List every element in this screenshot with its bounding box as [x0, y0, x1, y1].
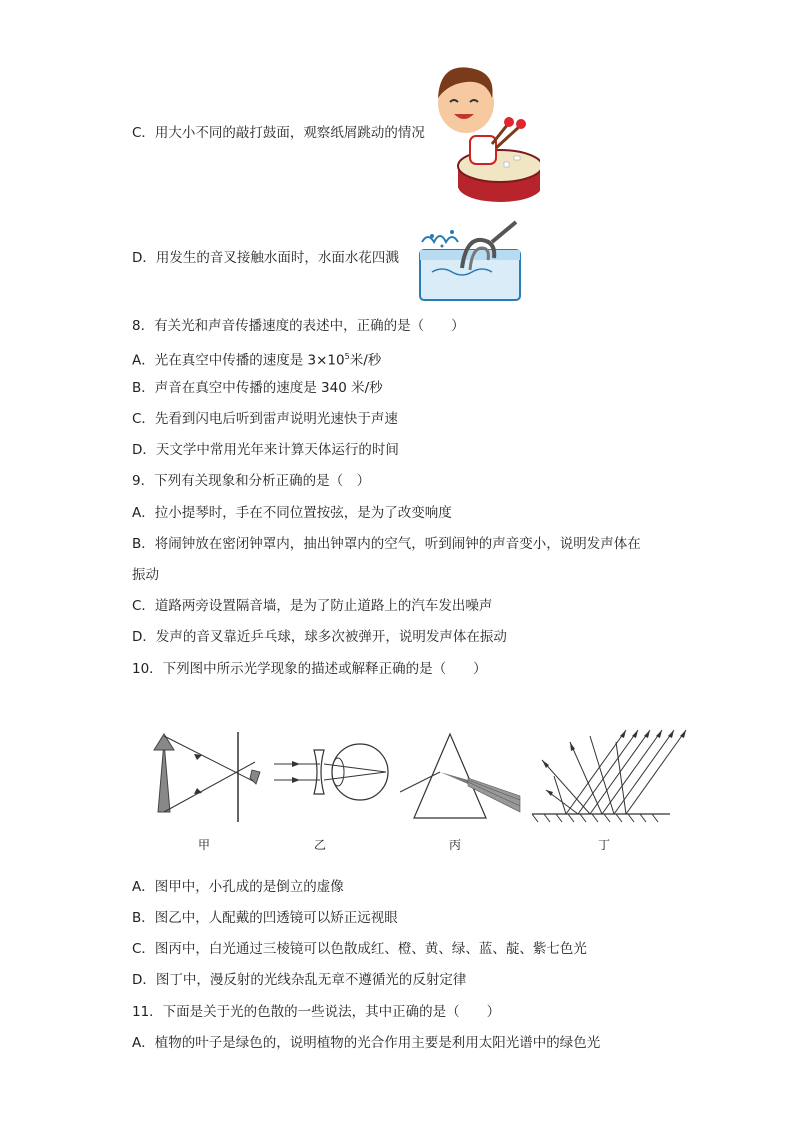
- q11-option-a: A．植物的叶子是绿色的，说明植物的光合作用主要是利用太阳光谱中的绿色光: [132, 1035, 601, 1051]
- q8-option-a-text: A．光在真空中传播的速度是 3×10: [132, 352, 345, 369]
- q9-option-b-line1: B．将闹钟放在密闭钟罩内，抽出钟罩内的空气，听到闹钟的声音变小，说明发声体在: [132, 536, 641, 552]
- q8-option-a: [132, 348, 381, 370]
- q9-stem: 9．下列有关现象和分析正确的是（ ）: [132, 473, 371, 489]
- q9-option-a: A．拉小提琴时，手在不同位置按弦，是为了改变响度: [132, 505, 452, 521]
- tuning-fork-water-illustration: [412, 212, 527, 304]
- q10-option-b: B．图乙中，人配戴的凹透镜可以矫正远视眼: [132, 910, 398, 926]
- q8-option-a-unit: 米/秒: [349, 352, 382, 369]
- q9-option-b-line2: 振动: [132, 567, 159, 583]
- q8-option-d: D．天文学中常用光年来计算天体运行的时间: [132, 442, 399, 458]
- q8-option-a-exponent: 5: [344, 352, 350, 361]
- q8-option-b: B．声音在真空中传播的速度是 340 米/秒: [132, 380, 383, 396]
- q10-option-a: A．图甲中，小孔成的是倒立的虚像: [132, 879, 344, 895]
- figure-caption-ding: 丁: [598, 838, 611, 852]
- q9-option-d: D．发声的音叉靠近乒乓球，球多次被弹开，说明发声体在振动: [132, 629, 507, 645]
- figure-caption-bing: 丙: [449, 838, 462, 852]
- q7-option-c: C．用大小不同的敲打鼓面，观察纸屑跳动的情况: [132, 125, 425, 141]
- q10-option-c: C．图丙中，白光通过三棱镜可以色散成红、橙、黄、绿、蓝、靛、紫七色光: [132, 941, 587, 957]
- optics-figure-panel: [150, 722, 690, 832]
- q10-option-d: D．图丁中，漫反射的光线杂乱无章不遵循光的反射定律: [132, 972, 467, 988]
- figure-caption-jia: 甲: [198, 838, 211, 852]
- q7-option-d: D．用发生的音叉接触水面时，水面水花四溅: [132, 250, 399, 266]
- q11-stem: 11．下面是关于光的色散的一些说法，其中正确的是（ ）: [132, 1004, 501, 1020]
- figure-caption-yi: 乙: [314, 838, 327, 852]
- q10-stem: 10．下列图中所示光学现象的描述或解释正确的是（ ）: [132, 661, 487, 677]
- q9-option-c: C．道路两旁设置隔音墙，是为了防止道路上的汽车发出噪声: [132, 598, 493, 614]
- q8-option-c: C．先看到闪电后听到雷声说明光速快于声速: [132, 411, 398, 427]
- drummer-boy-illustration: [430, 58, 540, 208]
- q8-stem: 8．有关光和声音传播速度的表述中，正确的是（ ）: [132, 318, 465, 334]
